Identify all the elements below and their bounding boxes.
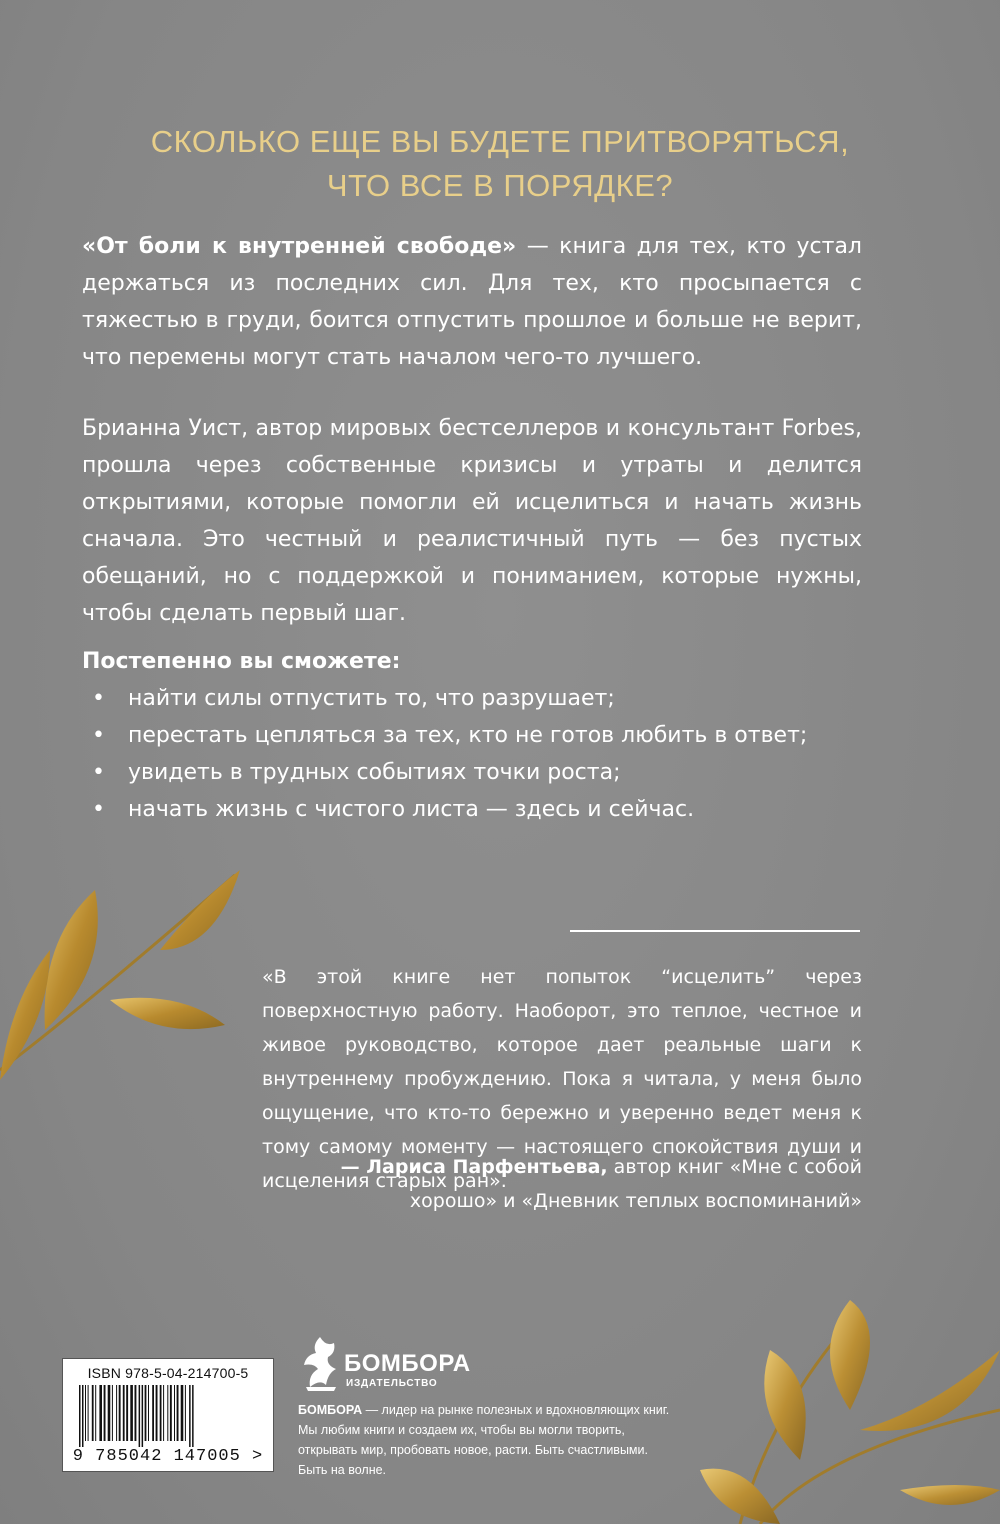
golden-leaf-branch-icon [700,1290,1000,1524]
barcode-bar [108,1385,111,1441]
barcode-bar [123,1385,125,1441]
barcode-bar [177,1385,179,1441]
author-name: — Лариса Парфентьева, [340,1156,608,1178]
barcode-bar [170,1385,172,1441]
intro-paragraph [82,228,862,376]
barcode-bar [92,1385,94,1441]
features-title: Постепенно вы сможете: [82,649,401,674]
barcode-bar [130,1385,133,1441]
barcode-bar [85,1385,86,1441]
testimonial-author [262,1150,862,1218]
book-title: «От боли к внутренней свободе» [82,234,517,259]
barcode-bar [112,1385,113,1441]
barcode-bar [135,1385,137,1441]
barcode-bar [116,1385,117,1441]
barcode-bar [156,1385,158,1441]
barcode-bar [148,1385,149,1441]
barcode-bar [167,1385,168,1441]
barcode-bar [163,1385,164,1441]
barcode-bar [119,1385,121,1441]
golden-leaf-branch-icon [0,840,240,1080]
quote-divider [570,930,860,932]
barcode-bar [185,1385,186,1441]
headline [100,120,900,208]
barcode-bar [142,1385,144,1447]
author-bio-paragraph: Брианна Уист, автор мировых бестселлеров и консультант Forbes, прошла через собственные кризисы и утраты и делится открытиями, которые помогли ей исцелиться и начать жизнь сначала. Это честный и реалистичный путь — без пустых обещаний, но с поддержкой и пониманием, которые нужны, чтобы сделать первый шаг. [82,416,862,626]
barcode-bar [189,1385,191,1447]
publisher-name: БОМБОРА [344,1350,471,1377]
author-description: автор книг «Мне с собой хорошо» и «Дневник теплых воспоминаний» [409,1156,862,1212]
barcode-digits: 9 785042 147005 > [72,1447,264,1466]
barcode-bar [104,1385,106,1441]
barcode-bars [77,1385,259,1447]
barcode-bar [152,1385,154,1441]
isbn-barcode [62,1358,274,1472]
list-item: • найти силы отпустить то, что разрушает; [82,680,862,717]
isbn-label: ISBN 978-5-04-214700-5 [87,1365,249,1381]
barcode-bar [126,1385,128,1441]
headline-line-2: ЧТО ВСЕ В ПОРЯДКЕ? [326,168,674,203]
bullet: • [92,723,105,748]
barcode-bar [139,1385,141,1447]
publisher-subtitle: ИЗДАТЕЛЬСТВО [346,1378,438,1389]
barcode-bar [79,1385,81,1447]
features-list [82,680,862,828]
bullet: • [92,760,105,785]
barcode-bar [181,1385,184,1441]
headline-line-1: СКОЛЬКО ЕЩЕ ВЫ БУДЕТЕ ПРИТВОРЯТЬСЯ, [150,124,850,159]
barcode-bar [145,1385,147,1441]
intro-text: — книга для тех, кто устал держаться из последних сил. Для тех, кто просыпается с тяжестью в груди, боится отпустить прошлое и больше не верит, что перемены могут стать началом чего-то лучшего. [82,234,862,370]
barcode-bar [95,1385,96,1441]
bombora-logo-icon [298,1335,342,1391]
list-item: • перестать цепляться за тех, кто не готов любить в ответ; [82,717,862,754]
testimonial-quote: «В этой книге нет попыток “исцелить” через поверхностную работу. Наоборот, это теплое, честное и живое руководство, которое дает реальные шаги к внутреннему пробуждению. Пока я читала, у меня было ощущение, что кто-то бережно и уверенно ведет меня к тому самому моменту — настоящего спокойствия души и исцеления старых ран». [262,966,862,1192]
publisher-description: БОМБОРА — лидер на рынке полезных и вдохновляющих книг. Мы любим книги и создаем их, чтобы вы могли творить, открывать мир, пробовать новое, расти. Быть счастливыми. Быть на волне. [298,1403,670,1477]
bullet: • [92,686,105,711]
bullet: • [92,797,105,822]
barcode-bar [99,1385,102,1441]
list-item: • начать жизнь с чистого листа — здесь и сейчас. [82,791,862,828]
barcode-bar [174,1385,175,1441]
barcode-bar [82,1385,84,1447]
barcode-bar [192,1385,194,1447]
barcode-bar [160,1385,162,1441]
barcode-bar [88,1385,89,1441]
publisher-lead: БОМБОРА [298,1403,363,1417]
list-item: • увидеть в трудных событиях точки роста; [82,754,862,791]
